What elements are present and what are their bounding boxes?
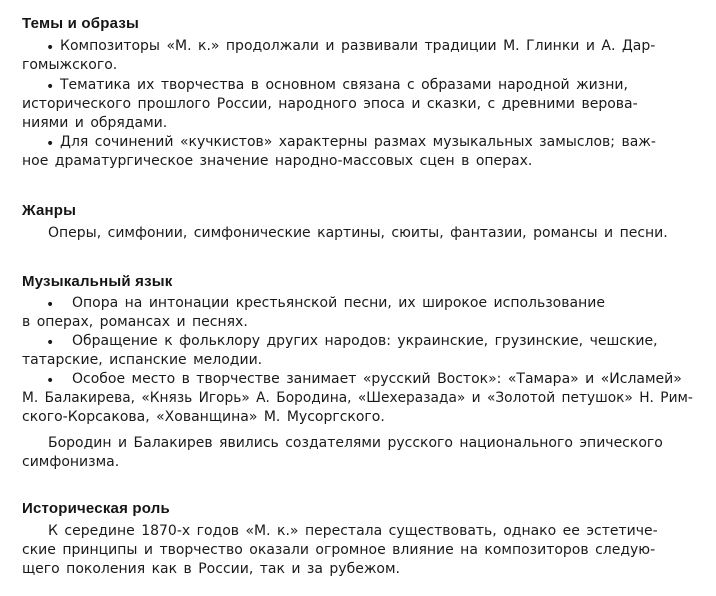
paragraph-line: Обращение к фольклору других народов: украинские, грузинские, чешские, [72, 333, 658, 349]
paragraph-line: в операх, романсах и песнях. [22, 314, 248, 330]
bullet-marker: • [46, 297, 55, 313]
section-heading-genres: Жанры [22, 202, 77, 219]
bullet-marker: • [46, 373, 55, 389]
bullet-marker: • [46, 335, 55, 351]
section-heading-musical-language: Музыкальный язык [22, 273, 173, 290]
paragraph-line: ное драматургическое значение народно-массовых сцен в операх. [22, 153, 533, 169]
bullet-marker: • [46, 40, 55, 56]
paragraph-line: Тематика их творчества в основном связана с образами народной жизни, [60, 77, 628, 93]
paragraph-line: симфонизма. [22, 454, 120, 470]
paragraph-line: Бородин и Балакирев явились создателями русского национального эпического [48, 435, 663, 451]
paragraph-line: Опора на интонации крестьянской песни, их широкое использование [72, 295, 605, 311]
paragraph-line: Композиторы «М. к.» продолжали и развивали традиции М. Глинки и А. Дар- [60, 38, 656, 54]
paragraph-line: М. Балакирева, «Князь Игорь» А. Бородина, «Шехеразада» и «Золотой петушок» Н. Рим- [22, 390, 693, 406]
bullet-marker: • [46, 79, 55, 95]
bullet-marker: • [46, 136, 55, 152]
paragraph-line: Особое место в творчестве занимает «русский Восток»: «Тамара» и «Исламей» [72, 371, 682, 387]
paragraph-line: К середине 1870-х годов «М. к.» перестала существовать, однако ее эстетиче- [48, 523, 658, 539]
paragraph-line: гомыжского. [22, 57, 118, 73]
paragraph-line: татарские, испанские мелодии. [22, 352, 263, 368]
paragraph-line: Для сочинений «кучкистов» характерны размах музыкальных замыслов; важ- [60, 134, 656, 150]
paragraph-line: ского-Корсакова, «Хованщина» М. Мусоргского. [22, 409, 385, 425]
section-heading-themes: Темы и образы [22, 15, 140, 32]
paragraph-line: исторического прошлого России, народного эпоса и сказки, с древними верова- [22, 96, 638, 112]
paragraph-line: Оперы, симфонии, симфонические картины, сюиты, фантазии, романсы и песни. [48, 225, 668, 241]
paragraph-line: ские принципы и творчество оказали огромное влияние на композиторов следую- [22, 542, 656, 558]
paragraph-line: ниями и обрядами. [22, 115, 168, 131]
paragraph-line: щего поколения как в России, так и за рубежом. [22, 561, 401, 577]
section-heading-historical-role: Историческая роль [22, 500, 170, 517]
